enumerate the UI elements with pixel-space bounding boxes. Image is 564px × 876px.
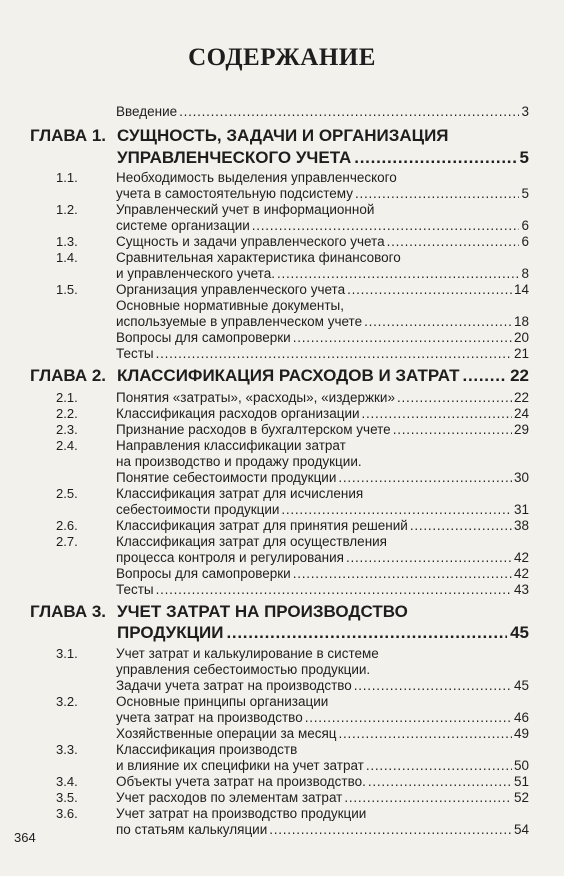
leader-dots bbox=[354, 678, 512, 693]
leader-dots bbox=[355, 186, 520, 201]
entry-text: Вопросы для самопроверки bbox=[116, 566, 291, 581]
entry-text: Хозяйственные операции за месяц bbox=[116, 726, 337, 741]
entry-text: Введение bbox=[116, 104, 178, 119]
entry-page: 8 bbox=[521, 266, 529, 281]
chapter-1-title-cont[interactable] bbox=[117, 148, 529, 168]
entry-page: 29 bbox=[513, 422, 529, 437]
entry-text: себестоимости продукции bbox=[116, 502, 280, 517]
entry-text: и управленческого учета. bbox=[116, 266, 275, 281]
leader-dots bbox=[368, 774, 512, 789]
section-text: Классификация затрат для исчисления bbox=[116, 486, 364, 501]
page-title: СОДЕРЖАНИЕ bbox=[188, 44, 376, 71]
leader-dots bbox=[277, 266, 520, 281]
chapter-2-title[interactable] bbox=[117, 366, 529, 386]
section-text: Управленческий учет в информационной bbox=[116, 202, 375, 217]
section-number: 2.1. bbox=[56, 390, 78, 405]
toc-entry-3-4[interactable] bbox=[116, 774, 529, 789]
entry-page: 21 bbox=[513, 346, 529, 361]
entry-page: 46 bbox=[513, 710, 529, 725]
toc-entry-tests[interactable] bbox=[116, 346, 529, 361]
chapter-label: ГЛАВА 1. bbox=[30, 126, 107, 145]
section-text: Необходимость выделения управленческого bbox=[116, 170, 397, 185]
leader-dots bbox=[344, 790, 512, 805]
section-number: 3.4. bbox=[56, 774, 78, 789]
leader-dots bbox=[364, 314, 512, 329]
section-number: 1.3. bbox=[56, 234, 78, 249]
toc-entry-2-3[interactable] bbox=[116, 422, 529, 437]
entry-text: учета затрат на производство bbox=[116, 710, 303, 725]
entry-page: 6 bbox=[521, 234, 529, 249]
section-text: Основные принципы организации bbox=[116, 694, 329, 709]
entry-text: Учет расходов по элементам затрат bbox=[116, 790, 343, 805]
toc-entry-3-6[interactable] bbox=[116, 822, 529, 837]
entry-page: 38 bbox=[513, 518, 529, 533]
leader-dots bbox=[226, 623, 507, 643]
entry-page: 24 bbox=[513, 406, 529, 421]
entry-text: Понятия «затраты», «расходы», «издержки» bbox=[116, 390, 395, 405]
leader-dots bbox=[346, 550, 512, 565]
toc-entry-2-2[interactable] bbox=[116, 406, 529, 421]
entry-page: 20 bbox=[513, 330, 529, 345]
toc-entry-1-3[interactable] bbox=[116, 234, 529, 249]
chapter-title-line1: УЧЕТ ЗАТРАТ НА ПРОИЗВОДСТВО bbox=[117, 602, 408, 621]
section-number: 1.4. bbox=[56, 250, 78, 265]
section-text: Направления классификации затрат bbox=[116, 438, 346, 453]
leader-dots bbox=[156, 346, 512, 361]
section-number: 2.4. bbox=[56, 438, 78, 453]
section-text: на производство и продажу продукции. bbox=[116, 454, 362, 469]
leader-dots bbox=[293, 330, 512, 345]
section-text: Основные нормативные документы, bbox=[116, 298, 345, 313]
entry-page: 14 bbox=[513, 282, 529, 297]
leader-dots bbox=[347, 282, 512, 297]
section-number: 2.6. bbox=[56, 518, 78, 533]
leader-dots bbox=[393, 422, 512, 437]
section-text: Учет затрат на производство продукции bbox=[116, 806, 367, 821]
entry-text: Признание расходов в бухгалтерском учете bbox=[116, 422, 391, 437]
chapter-title-line1: СУЩНОСТЬ, ЗАДАЧИ И ОРГАНИЗАЦИЯ bbox=[117, 126, 449, 145]
leader-dots bbox=[305, 710, 512, 725]
toc-entry-1-2[interactable] bbox=[116, 218, 529, 233]
leader-dots bbox=[397, 390, 512, 405]
leader-dots bbox=[387, 234, 520, 249]
section-text: Учет затрат и калькулирование в системе bbox=[116, 646, 379, 661]
toc-entry-tests[interactable] bbox=[116, 582, 529, 597]
entry-page: 18 bbox=[513, 314, 529, 329]
entry-text: Задачи учета затрат на производство bbox=[116, 678, 352, 693]
section-text: Сравнительная характеристика финансового bbox=[116, 250, 401, 265]
toc-entry-2-7[interactable] bbox=[116, 550, 529, 565]
toc-entry-2-4[interactable] bbox=[116, 470, 529, 485]
toc-entry-3-1[interactable] bbox=[116, 678, 529, 693]
section-text: Классификация производств bbox=[116, 742, 298, 757]
leader-dots bbox=[354, 148, 516, 168]
toc-entry-1-1[interactable] bbox=[116, 186, 529, 201]
section-number: 3.6. bbox=[56, 806, 78, 821]
section-number: 3.5. bbox=[56, 790, 78, 805]
leader-dots bbox=[366, 758, 512, 773]
chapter-3-title-cont[interactable] bbox=[117, 623, 529, 643]
section-text: управления себестоимостью продукции. bbox=[116, 662, 371, 677]
toc-entry-3-2-operations[interactable] bbox=[116, 726, 529, 741]
toc-entry-questions[interactable] bbox=[116, 330, 529, 345]
entry-text: Сущность и задачи управленческого учета bbox=[116, 234, 385, 249]
section-number: 3.3. bbox=[56, 742, 78, 757]
leader-dots bbox=[281, 502, 512, 517]
chapter-title-line2: УПРАВЛЕНЧЕСКОГО УЧЕТА bbox=[117, 148, 352, 167]
toc-entry-3-5[interactable] bbox=[116, 790, 529, 805]
section-number: 2.5. bbox=[56, 486, 78, 501]
entry-page: 42 bbox=[513, 566, 529, 581]
entry-text: Вопросы для самопроверки bbox=[116, 330, 291, 345]
toc-entry-3-3[interactable] bbox=[116, 758, 529, 773]
toc-entry-questions[interactable] bbox=[116, 566, 529, 581]
toc-entry-2-5[interactable] bbox=[116, 502, 529, 517]
toc-entry-2-1[interactable] bbox=[116, 390, 529, 405]
chapter-3-heading[interactable] bbox=[30, 602, 408, 622]
entry-text: Тесты bbox=[116, 346, 154, 361]
chapter-1-heading[interactable] bbox=[30, 126, 449, 146]
toc-entry-intro[interactable] bbox=[116, 104, 529, 119]
chapter-title-line1: КЛАССИФИКАЦИЯ РАСХОДОВ И ЗАТРАТ bbox=[117, 366, 460, 385]
entry-text: Классификация расходов организации bbox=[116, 406, 360, 421]
entry-text: по статьям калькуляции bbox=[116, 822, 268, 837]
page-number: 364 bbox=[14, 830, 36, 845]
entry-page: 43 bbox=[513, 582, 529, 597]
chapter-label: ГЛАВА 2. bbox=[30, 366, 107, 385]
toc-entry-3-2[interactable] bbox=[116, 710, 529, 725]
chapter-title-line2: ПРОДУКЦИИ bbox=[117, 623, 224, 642]
entry-page: 5 bbox=[521, 186, 529, 201]
entry-page: 30 bbox=[513, 470, 529, 485]
toc-entry-documents[interactable] bbox=[116, 314, 529, 329]
section-number: 2.3. bbox=[56, 422, 78, 437]
entry-text: учета в самостоятельную подсистему bbox=[116, 186, 353, 201]
chapter-2-heading[interactable] bbox=[30, 366, 106, 386]
entry-text: Классификация затрат для принятия решений bbox=[116, 518, 408, 533]
leader-dots bbox=[179, 104, 519, 119]
entry-text: Понятие себестоимости продукции bbox=[116, 470, 337, 485]
leader-dots bbox=[269, 822, 512, 837]
section-number: 1.1. bbox=[56, 170, 78, 185]
toc-entry-2-6[interactable] bbox=[116, 518, 529, 533]
entry-text: Тесты bbox=[116, 582, 154, 597]
chapter-page: 5 bbox=[519, 148, 529, 167]
entry-page: 3 bbox=[521, 104, 529, 119]
entry-text: Объекты учета затрат на производство. bbox=[116, 774, 366, 789]
leader-dots bbox=[252, 218, 520, 233]
section-number: 2.7. bbox=[56, 534, 78, 549]
entry-page: 52 bbox=[513, 790, 529, 805]
entry-text: процесса контроля и регулирования bbox=[116, 550, 344, 565]
entry-text: и влияние их специфики на учет затрат bbox=[116, 758, 364, 773]
leader-dots bbox=[156, 582, 512, 597]
chapter-page: 45 bbox=[510, 623, 529, 642]
leader-dots bbox=[463, 366, 508, 386]
entry-page: 31 bbox=[513, 502, 529, 517]
section-text: Классификация затрат для осуществления bbox=[116, 534, 387, 549]
entry-text: используемые в управленческом учете bbox=[116, 314, 363, 329]
entry-page: 6 bbox=[521, 218, 529, 233]
entry-page: 49 bbox=[513, 726, 529, 741]
entry-text: Организация управленческого учета bbox=[116, 282, 346, 297]
entry-page: 22 bbox=[513, 390, 529, 405]
leader-dots bbox=[410, 518, 512, 533]
section-number: 1.5. bbox=[56, 282, 78, 297]
toc-entry-1-5[interactable] bbox=[116, 282, 529, 297]
section-number: 3.2. bbox=[56, 694, 78, 709]
entry-page: 51 bbox=[513, 774, 529, 789]
leader-dots bbox=[338, 470, 512, 485]
entry-page: 50 bbox=[513, 758, 529, 773]
leader-dots bbox=[293, 566, 512, 581]
leader-dots bbox=[362, 406, 512, 421]
entry-text: системе организации bbox=[116, 218, 250, 233]
section-number: 2.2. bbox=[56, 406, 78, 421]
chapter-page: 22 bbox=[510, 366, 529, 385]
section-number: 3.1. bbox=[56, 646, 78, 661]
leader-dots bbox=[339, 726, 512, 741]
entry-page: 45 bbox=[513, 678, 529, 693]
entry-page: 42 bbox=[513, 550, 529, 565]
entry-page: 54 bbox=[513, 822, 529, 837]
chapter-label: ГЛАВА 3. bbox=[30, 602, 107, 621]
toc-entry-1-4[interactable] bbox=[116, 266, 529, 281]
section-number: 1.2. bbox=[56, 202, 78, 217]
